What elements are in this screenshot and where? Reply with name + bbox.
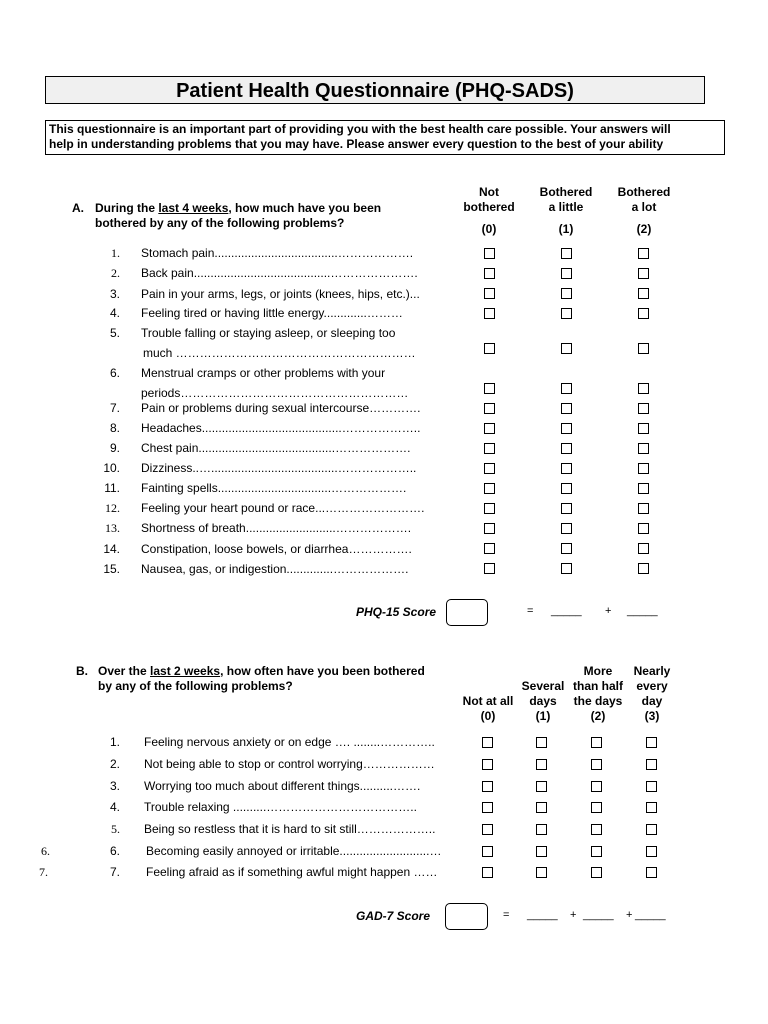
item-number: 7.: [109, 401, 120, 415]
section-a-col-0-header: [449, 185, 529, 237]
symptom-label: Trouble falling or staying asleep, or sleeping too: [141, 326, 396, 340]
response-checkbox[interactable]: [638, 503, 649, 514]
section-a-col-2-header: [604, 185, 684, 237]
section-b-col-3-header: [626, 664, 678, 724]
response-checkbox[interactable]: [561, 308, 572, 319]
response-checkbox[interactable]: [536, 867, 547, 878]
gad7-eq: =: [503, 909, 510, 921]
item-number: 1.: [109, 735, 120, 749]
response-checkbox[interactable]: [484, 483, 495, 494]
response-checkbox[interactable]: [638, 483, 649, 494]
section-b-col-1-header: [515, 664, 571, 724]
symptom-label: Chest pain.........................................……………….: [141, 441, 411, 455]
response-checkbox[interactable]: [591, 824, 602, 835]
item-number: 1.: [111, 246, 120, 260]
response-checkbox[interactable]: [561, 503, 572, 514]
response-checkbox[interactable]: [484, 288, 495, 299]
response-checkbox[interactable]: [561, 443, 572, 454]
gad7-blank-2[interactable]: _____: [583, 909, 614, 921]
symptom-label: Pain or problems during sexual intercourse………….: [141, 401, 421, 415]
intro-line-2: help in understanding problems that you may have. Please answer every question to the best of your ability: [49, 137, 664, 151]
symptom-label: Becoming easily annoyed or irritable...........................…: [146, 844, 442, 858]
response-checkbox[interactable]: [482, 824, 493, 835]
phq15-eq: =: [527, 605, 534, 617]
item-number: 13.: [105, 521, 120, 535]
gad7-plus-1: +: [570, 909, 577, 921]
item-number: 4.: [109, 800, 120, 814]
col-line: days: [529, 694, 557, 708]
response-checkbox[interactable]: [638, 563, 649, 574]
response-checkbox[interactable]: [484, 563, 495, 574]
response-checkbox[interactable]: [638, 443, 649, 454]
item-number: 10.: [103, 461, 120, 475]
response-checkbox[interactable]: [638, 523, 649, 534]
response-checkbox[interactable]: [482, 846, 493, 857]
response-checkbox[interactable]: [484, 268, 495, 279]
symptom-label: Stomach pain.....................................……………….: [141, 246, 414, 260]
response-checkbox[interactable]: [561, 563, 572, 574]
section-b-q-underline: last 2 weeks: [150, 664, 221, 678]
gad7-blank-1[interactable]: _____: [527, 909, 558, 921]
section-a-col-1-header: [526, 185, 606, 237]
col-line: than half: [573, 679, 623, 693]
item-number: 2.: [111, 266, 120, 280]
response-checkbox[interactable]: [646, 824, 657, 835]
response-checkbox[interactable]: [484, 403, 495, 414]
response-checkbox[interactable]: [536, 802, 547, 813]
response-checkbox[interactable]: [484, 248, 495, 259]
response-checkbox[interactable]: [482, 802, 493, 813]
response-checkbox[interactable]: [484, 308, 495, 319]
col-line: Nearly: [633, 664, 671, 678]
col-code: (3): [644, 709, 660, 723]
symptom-label: Not being able to stop or control worrying………………: [144, 757, 435, 771]
page-title: Patient Health Questionnaire (PHQ-SADS): [45, 76, 705, 104]
response-checkbox[interactable]: [591, 759, 602, 770]
response-checkbox[interactable]: [638, 403, 649, 414]
col-line: a lot: [631, 200, 657, 214]
col-line: Not at all: [462, 694, 514, 708]
response-checkbox[interactable]: [638, 423, 649, 434]
response-checkbox[interactable]: [591, 802, 602, 813]
symptom-label: Fainting spells..................................……………….: [141, 481, 407, 495]
response-checkbox[interactable]: [561, 383, 572, 394]
response-checkbox[interactable]: [561, 403, 572, 414]
col-code: (0): [481, 222, 497, 236]
col-code: (0): [480, 709, 496, 723]
item-number: 5.: [109, 326, 120, 340]
symptom-label: Feeling tired or having little energy.............………: [141, 306, 403, 320]
item-number: 3.: [109, 779, 120, 793]
response-checkbox[interactable]: [536, 846, 547, 857]
section-a-question: [95, 201, 381, 231]
col-line: [515, 664, 571, 679]
response-checkbox[interactable]: [484, 463, 495, 474]
response-checkbox[interactable]: [646, 737, 657, 748]
response-checkbox[interactable]: [591, 867, 602, 878]
response-checkbox[interactable]: [561, 248, 572, 259]
response-checkbox[interactable]: [482, 759, 493, 770]
item-number: 8.: [109, 421, 120, 435]
item-number: 9.: [109, 441, 120, 455]
response-checkbox[interactable]: [561, 423, 572, 434]
item-number: 4.: [109, 306, 120, 320]
response-checkbox[interactable]: [561, 483, 572, 494]
response-checkbox[interactable]: [561, 343, 572, 354]
section-b-col-0-header: [456, 664, 520, 724]
response-checkbox[interactable]: [591, 737, 602, 748]
symptom-label: Feeling afraid as if something awful might happen ……: [146, 865, 438, 879]
item-number: 6.: [109, 366, 120, 380]
symptom-label: Trouble relaxing ..........………………………………..: [144, 800, 417, 814]
col-line: day: [641, 694, 663, 708]
response-checkbox[interactable]: [536, 824, 547, 835]
response-checkbox[interactable]: [638, 268, 649, 279]
col-line: a little: [548, 200, 584, 214]
response-checkbox[interactable]: [536, 737, 547, 748]
margin-number: 7.: [39, 865, 48, 879]
col-line: Not: [479, 185, 499, 199]
response-checkbox[interactable]: [536, 781, 547, 792]
section-b-col-2-header: [567, 664, 629, 724]
item-number: 12.: [105, 501, 120, 515]
col-code: (1): [535, 709, 551, 723]
phq15-blank-1[interactable]: _____: [551, 605, 582, 617]
response-checkbox[interactable]: [536, 759, 547, 770]
col-line: [456, 679, 520, 694]
symptom-label: Shortness of breath...........................……………….: [141, 521, 412, 535]
response-checkbox[interactable]: [484, 343, 495, 354]
symptom-label: Worrying too much about different things..........…….: [144, 779, 421, 793]
response-checkbox[interactable]: [561, 268, 572, 279]
response-checkbox[interactable]: [561, 463, 572, 474]
response-checkbox[interactable]: [591, 781, 602, 792]
symptom-label: Menstrual cramps or other problems with your: [141, 366, 386, 380]
section-a-q-post: , how much have you been: [228, 201, 382, 215]
symptom-label: Pain in your arms, legs, or joints (knees, hips, etc.)...: [141, 287, 420, 301]
response-checkbox[interactable]: [646, 781, 657, 792]
col-code: (2): [590, 709, 606, 723]
response-checkbox[interactable]: [484, 383, 495, 394]
section-a-q-line2: bothered by any of the following problems?: [95, 216, 345, 230]
response-checkbox[interactable]: [561, 543, 572, 554]
intro-line-1: This questionnaire is an important part of providing you with the best health care possible. Your answers will: [49, 122, 671, 136]
item-number: 11.: [104, 481, 120, 495]
item-number: 3.: [109, 287, 120, 301]
response-checkbox[interactable]: [484, 443, 495, 454]
symptom-label: Back pain.........................................………………….: [141, 266, 418, 280]
response-checkbox[interactable]: [484, 423, 495, 434]
col-line: Bothered: [539, 185, 593, 199]
response-checkbox[interactable]: [638, 248, 649, 259]
phq15-score-box[interactable]: [446, 599, 488, 626]
symptom-label-cont: much ……………………………………………………: [143, 346, 416, 360]
gad7-score-label: GAD-7 Score: [356, 909, 431, 923]
item-number: 6.: [109, 844, 120, 858]
response-checkbox[interactable]: [561, 523, 572, 534]
symptom-label: Being so restless that it is hard to sit still………………..: [144, 822, 436, 836]
phq15-score-label: PHQ-15 Score: [356, 605, 437, 619]
section-a-letter: A.: [72, 201, 84, 215]
symptom-label: Feeling your heart pound or race...…………………….: [141, 501, 425, 515]
response-checkbox[interactable]: [482, 867, 493, 878]
margin-number: 6.: [41, 844, 50, 858]
response-checkbox[interactable]: [484, 523, 495, 534]
response-checkbox[interactable]: [638, 308, 649, 319]
item-number: 14.: [103, 542, 120, 556]
item-number: 15.: [103, 562, 120, 576]
response-checkbox[interactable]: [646, 846, 657, 857]
response-checkbox[interactable]: [482, 781, 493, 792]
symptom-label: Headaches..........................................………………..: [141, 421, 421, 435]
symptom-label: Nausea, gas, or indigestion..............……………….: [141, 562, 409, 576]
col-code: (2): [636, 222, 652, 236]
phq15-blank-2[interactable]: _____: [627, 605, 658, 617]
section-a-q-pre: During the: [95, 201, 159, 215]
section-b-q-post: , how often have you been bothered: [220, 664, 425, 678]
item-number: 5.: [111, 822, 120, 836]
intro-box: [45, 120, 725, 155]
response-checkbox[interactable]: [484, 503, 495, 514]
section-b-q-line2: by any of the following problems?: [98, 679, 293, 693]
response-checkbox[interactable]: [561, 288, 572, 299]
response-checkbox[interactable]: [638, 343, 649, 354]
item-number: 2.: [109, 757, 120, 771]
response-checkbox[interactable]: [646, 802, 657, 813]
col-line: Bothered: [617, 185, 671, 199]
section-b-question: [98, 664, 425, 694]
col-line: [456, 664, 520, 679]
section-a-q-underline: last 4 weeks: [158, 201, 229, 215]
response-checkbox[interactable]: [591, 846, 602, 857]
response-checkbox[interactable]: [638, 288, 649, 299]
symptom-label: Feeling nervous anxiety or on edge …. ........…………..: [144, 735, 435, 749]
response-checkbox[interactable]: [482, 737, 493, 748]
response-checkbox[interactable]: [484, 543, 495, 554]
symptom-label: Dizziness..…......................................………………..: [141, 461, 417, 475]
col-line: the days: [573, 694, 623, 708]
col-line: every: [636, 679, 668, 693]
response-checkbox[interactable]: [638, 543, 649, 554]
symptom-label-cont: periods…………………………………………………: [141, 386, 409, 400]
response-checkbox[interactable]: [646, 867, 657, 878]
item-number: 7.: [109, 865, 120, 879]
response-checkbox[interactable]: [646, 759, 657, 770]
symptom-label: Constipation, loose bowels, or diarrhea…………….: [141, 542, 412, 556]
gad7-score-box[interactable]: [445, 903, 488, 930]
section-b-q-pre: Over the: [98, 664, 151, 678]
gad7-blank-3[interactable]: _____: [635, 909, 666, 921]
col-line: More: [583, 664, 613, 678]
col-line: bothered: [463, 200, 515, 214]
col-line: Several: [521, 679, 565, 693]
col-code: (1): [558, 222, 574, 236]
response-checkbox[interactable]: [638, 383, 649, 394]
gad7-plus-2: +: [626, 909, 633, 921]
phq15-plus: +: [605, 605, 612, 617]
response-checkbox[interactable]: [638, 463, 649, 474]
section-b-letter: B.: [76, 664, 88, 678]
